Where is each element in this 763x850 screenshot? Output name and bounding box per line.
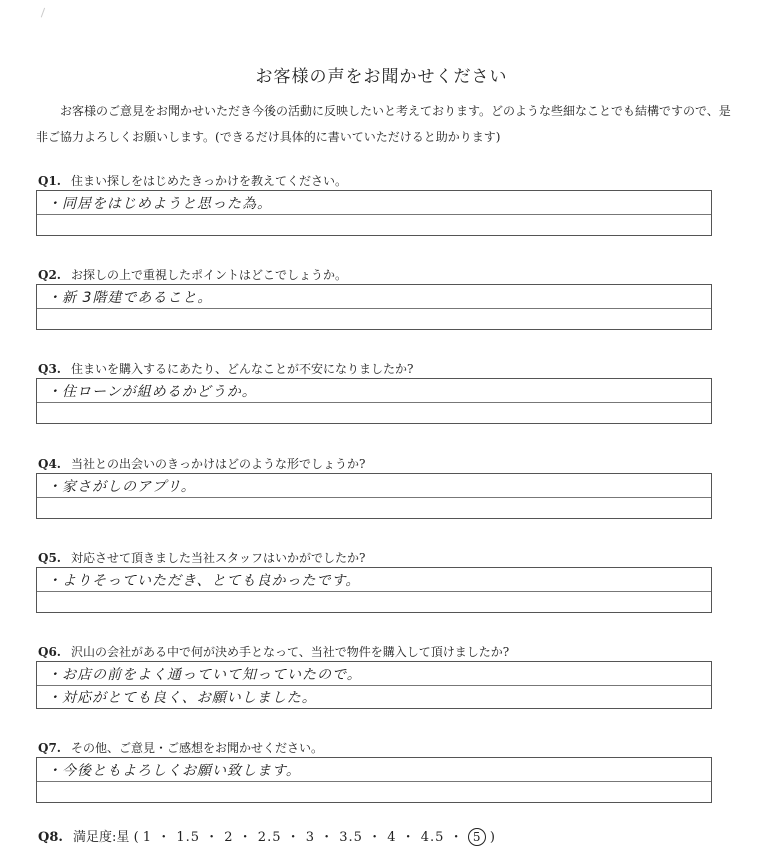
answer-line-1: ・住ローンが組めるかどうか。 — [47, 384, 257, 400]
answer-line-1: ・新 3階建であること。 — [47, 290, 213, 306]
question-6 — [38, 643, 509, 660]
question-3 — [38, 360, 413, 377]
question-text: お探しの上で重視したポイントはどこでしょうか。 — [70, 268, 347, 282]
question-number: Q6. — [38, 645, 61, 659]
answer-rule — [37, 781, 711, 782]
rating-close-paren: ) — [489, 830, 495, 845]
question-text: 住まいを購入するにあたり、どんなことが不安になりましたか? — [70, 362, 414, 376]
question-number: Q7. — [38, 741, 61, 755]
answer-rule — [37, 402, 711, 403]
question-text: 当社との出会いのきっかけはどのような形でしょうか? — [70, 457, 366, 471]
answer-box-7[interactable] — [36, 757, 712, 803]
answer-line-1: ・よりそっていただき、とても良かったです。 — [47, 573, 361, 589]
answer-rule — [37, 214, 711, 215]
answer-line-1: ・今後ともよろしくお願い致します。 — [47, 763, 301, 779]
answer-rule — [37, 591, 711, 592]
answer-box-6[interactable] — [36, 661, 712, 709]
answer-rule — [37, 497, 711, 498]
rating-row — [38, 826, 495, 846]
answer-box-2[interactable] — [36, 284, 712, 330]
question-number: Q3. — [38, 362, 61, 376]
question-text: 対応させて頂きました当社スタッフはいかがでしたか? — [70, 551, 366, 565]
rating-selected-circle[interactable]: 5 — [468, 828, 486, 846]
question-number: Q4. — [38, 457, 61, 471]
answer-line-1: ・お店の前をよく通っていて知っていたので。 — [47, 667, 362, 683]
question-4 — [38, 455, 365, 472]
answer-box-3[interactable] — [36, 378, 712, 424]
question-2 — [38, 266, 347, 283]
rating-open-paren: ( — [133, 830, 139, 845]
answer-rule — [37, 308, 711, 309]
question-text: その他、ご意見・ご感想をお聞かせください。 — [70, 741, 323, 755]
scan-mark — [41, 8, 59, 23]
question-text: 沢山の会社がある中で何が決め手となって、当社で物件を購入して頂けましたか? — [70, 645, 510, 659]
intro-text: お客様のご意見をお聞かせいただき今後の活動に反映したいと考えております。どのような些細なことでも結構ですので、是非ご協力よろしくお願いします。(できるだけ具体的に書いていただけると助かります) — [36, 104, 731, 144]
question-number: Q2. — [38, 268, 61, 282]
answer-line-1: ・同居をはじめようと思った為。 — [47, 196, 272, 212]
page-title: お客様の声をお聞かせください — [255, 67, 508, 87]
rating-options: 1 ・ 1.5 ・ 2 ・ 2.5 ・ 3 ・ 3.5 ・ 4 ・ 4.5 ・ — [142, 830, 464, 845]
question-number: Q1. — [38, 174, 61, 188]
answer-rule — [37, 685, 711, 686]
question-5 — [38, 549, 365, 566]
question-number: Q5. — [38, 551, 61, 565]
question-7 — [38, 739, 323, 756]
answer-box-1[interactable] — [36, 190, 712, 236]
question-1 — [38, 172, 347, 189]
rating-number: Q8. — [38, 830, 63, 845]
rating-label: 満足度:星 — [73, 830, 130, 845]
answer-box-4[interactable] — [36, 473, 712, 519]
answer-line-2: ・対応がとても良く、お願いしました。 — [47, 690, 317, 706]
answer-box-5[interactable] — [36, 567, 712, 613]
question-text: 住まい探しをはじめたきっかけを教えてください。 — [70, 174, 347, 188]
answer-line-1: ・家さがしのアプリ。 — [47, 479, 196, 495]
